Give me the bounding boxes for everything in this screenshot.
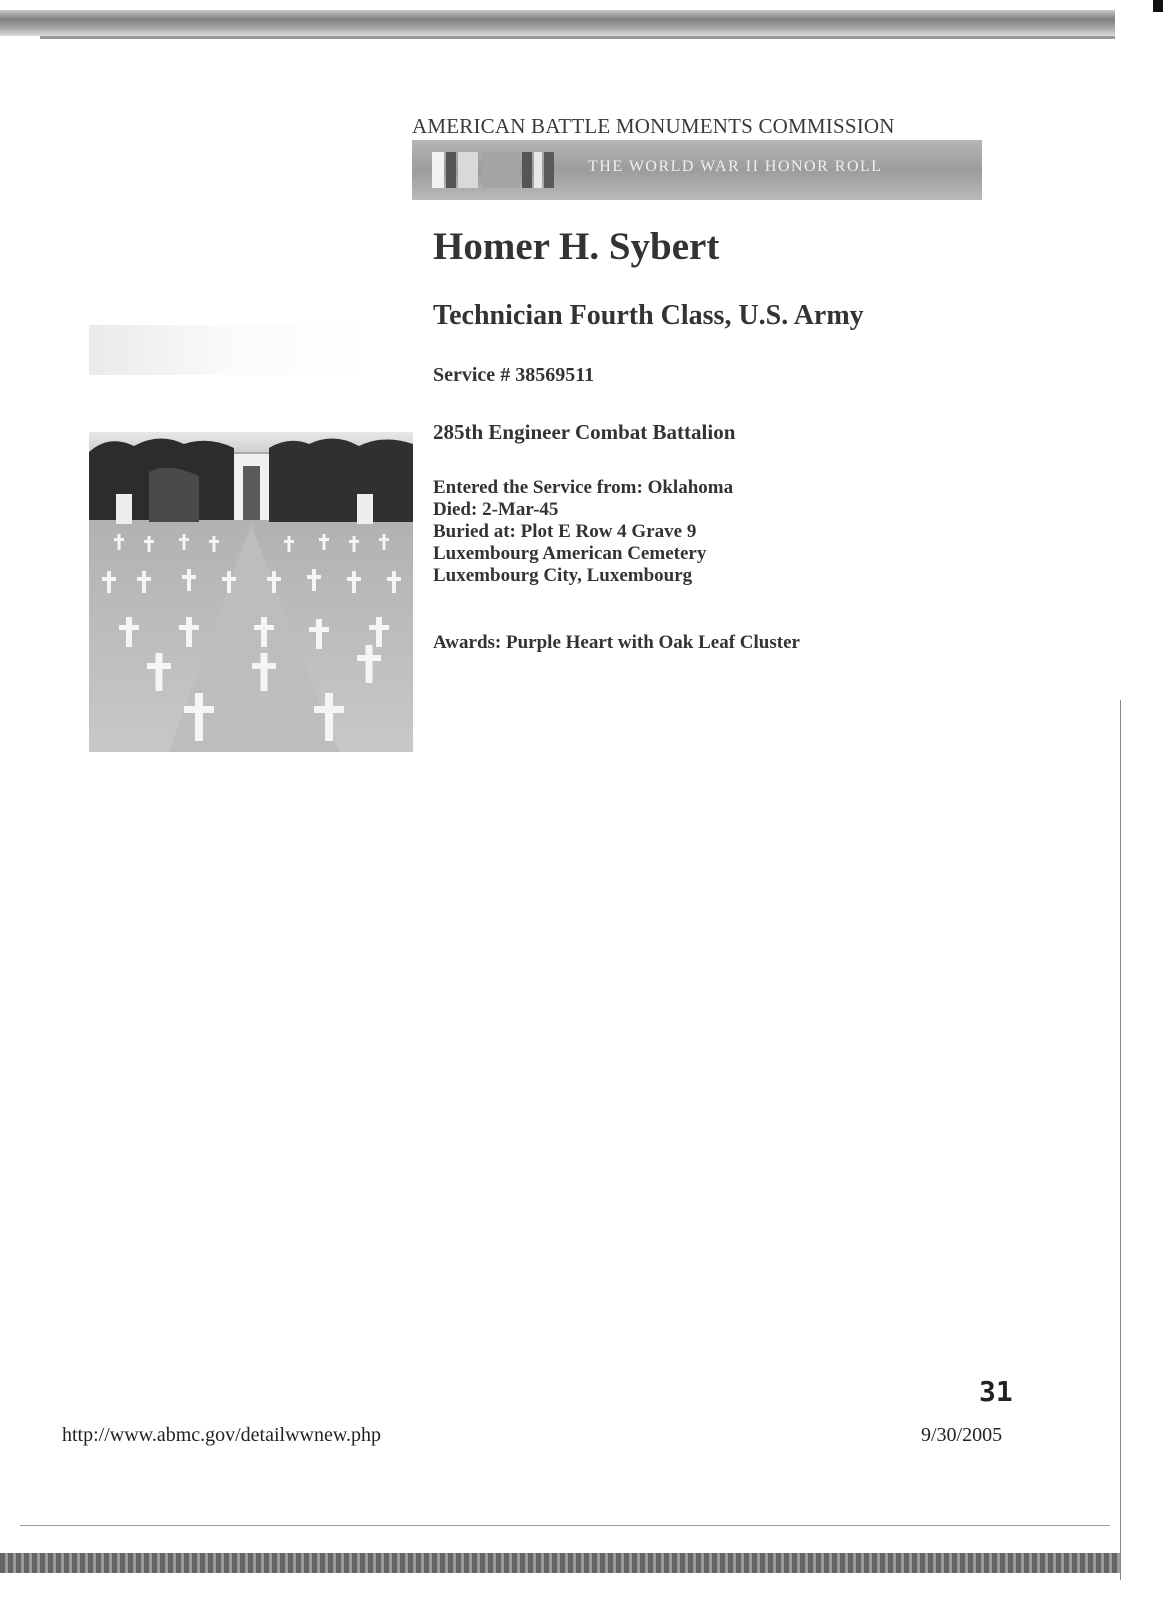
banner-decoration bbox=[458, 152, 478, 188]
entered-service: Entered the Service from: Oklahoma bbox=[433, 477, 734, 498]
scan-right-border bbox=[1120, 700, 1121, 1580]
footer-url: http://www.abmc.gov/detailwwnew.php bbox=[62, 1424, 382, 1446]
scan-corner-mark bbox=[1153, 0, 1163, 12]
banner-decoration bbox=[446, 152, 456, 188]
date-died: Died: 2-Mar-45 bbox=[433, 499, 559, 520]
scan-edge-top-line bbox=[40, 36, 1115, 39]
cemetery-photo bbox=[89, 432, 413, 752]
awards: Awards: Purple Heart with Oak Leaf Cluster bbox=[433, 632, 800, 653]
banner-title: THE WORLD WAR II HONOR ROLL bbox=[588, 158, 883, 175]
banner-decoration bbox=[432, 152, 444, 188]
banner-decoration bbox=[534, 152, 542, 188]
service-number: Service # 38569511 bbox=[433, 364, 595, 386]
scan-edge-bottom-line bbox=[20, 1525, 1110, 1526]
scan-edge-bottom bbox=[0, 1553, 1120, 1573]
photo-haze bbox=[89, 325, 369, 375]
burial-plot: Buried at: Plot E Row 4 Grave 9 bbox=[433, 521, 697, 542]
unit-name: 285th Engineer Combat Battalion bbox=[433, 420, 736, 444]
honor-roll-banner bbox=[412, 140, 982, 200]
footer-date: 9/30/2005 bbox=[921, 1424, 1003, 1446]
cemetery-name: Luxembourg American Cemetery bbox=[433, 543, 707, 564]
scan-edge-top bbox=[0, 10, 1115, 36]
cemetery-location: Luxembourg City, Luxembourg bbox=[433, 565, 693, 586]
person-rank: Technician Fourth Class, U.S. Army bbox=[433, 300, 864, 331]
organization-title: AMERICAN BATTLE MONUMENTS COMMISSION bbox=[412, 114, 895, 138]
service-details bbox=[433, 477, 733, 587]
banner-decoration bbox=[522, 152, 532, 188]
page-number: 31 bbox=[979, 1375, 1013, 1408]
banner-decoration bbox=[482, 152, 520, 188]
banner-decoration bbox=[544, 152, 554, 188]
person-name: Homer H. Sybert bbox=[433, 225, 720, 268]
